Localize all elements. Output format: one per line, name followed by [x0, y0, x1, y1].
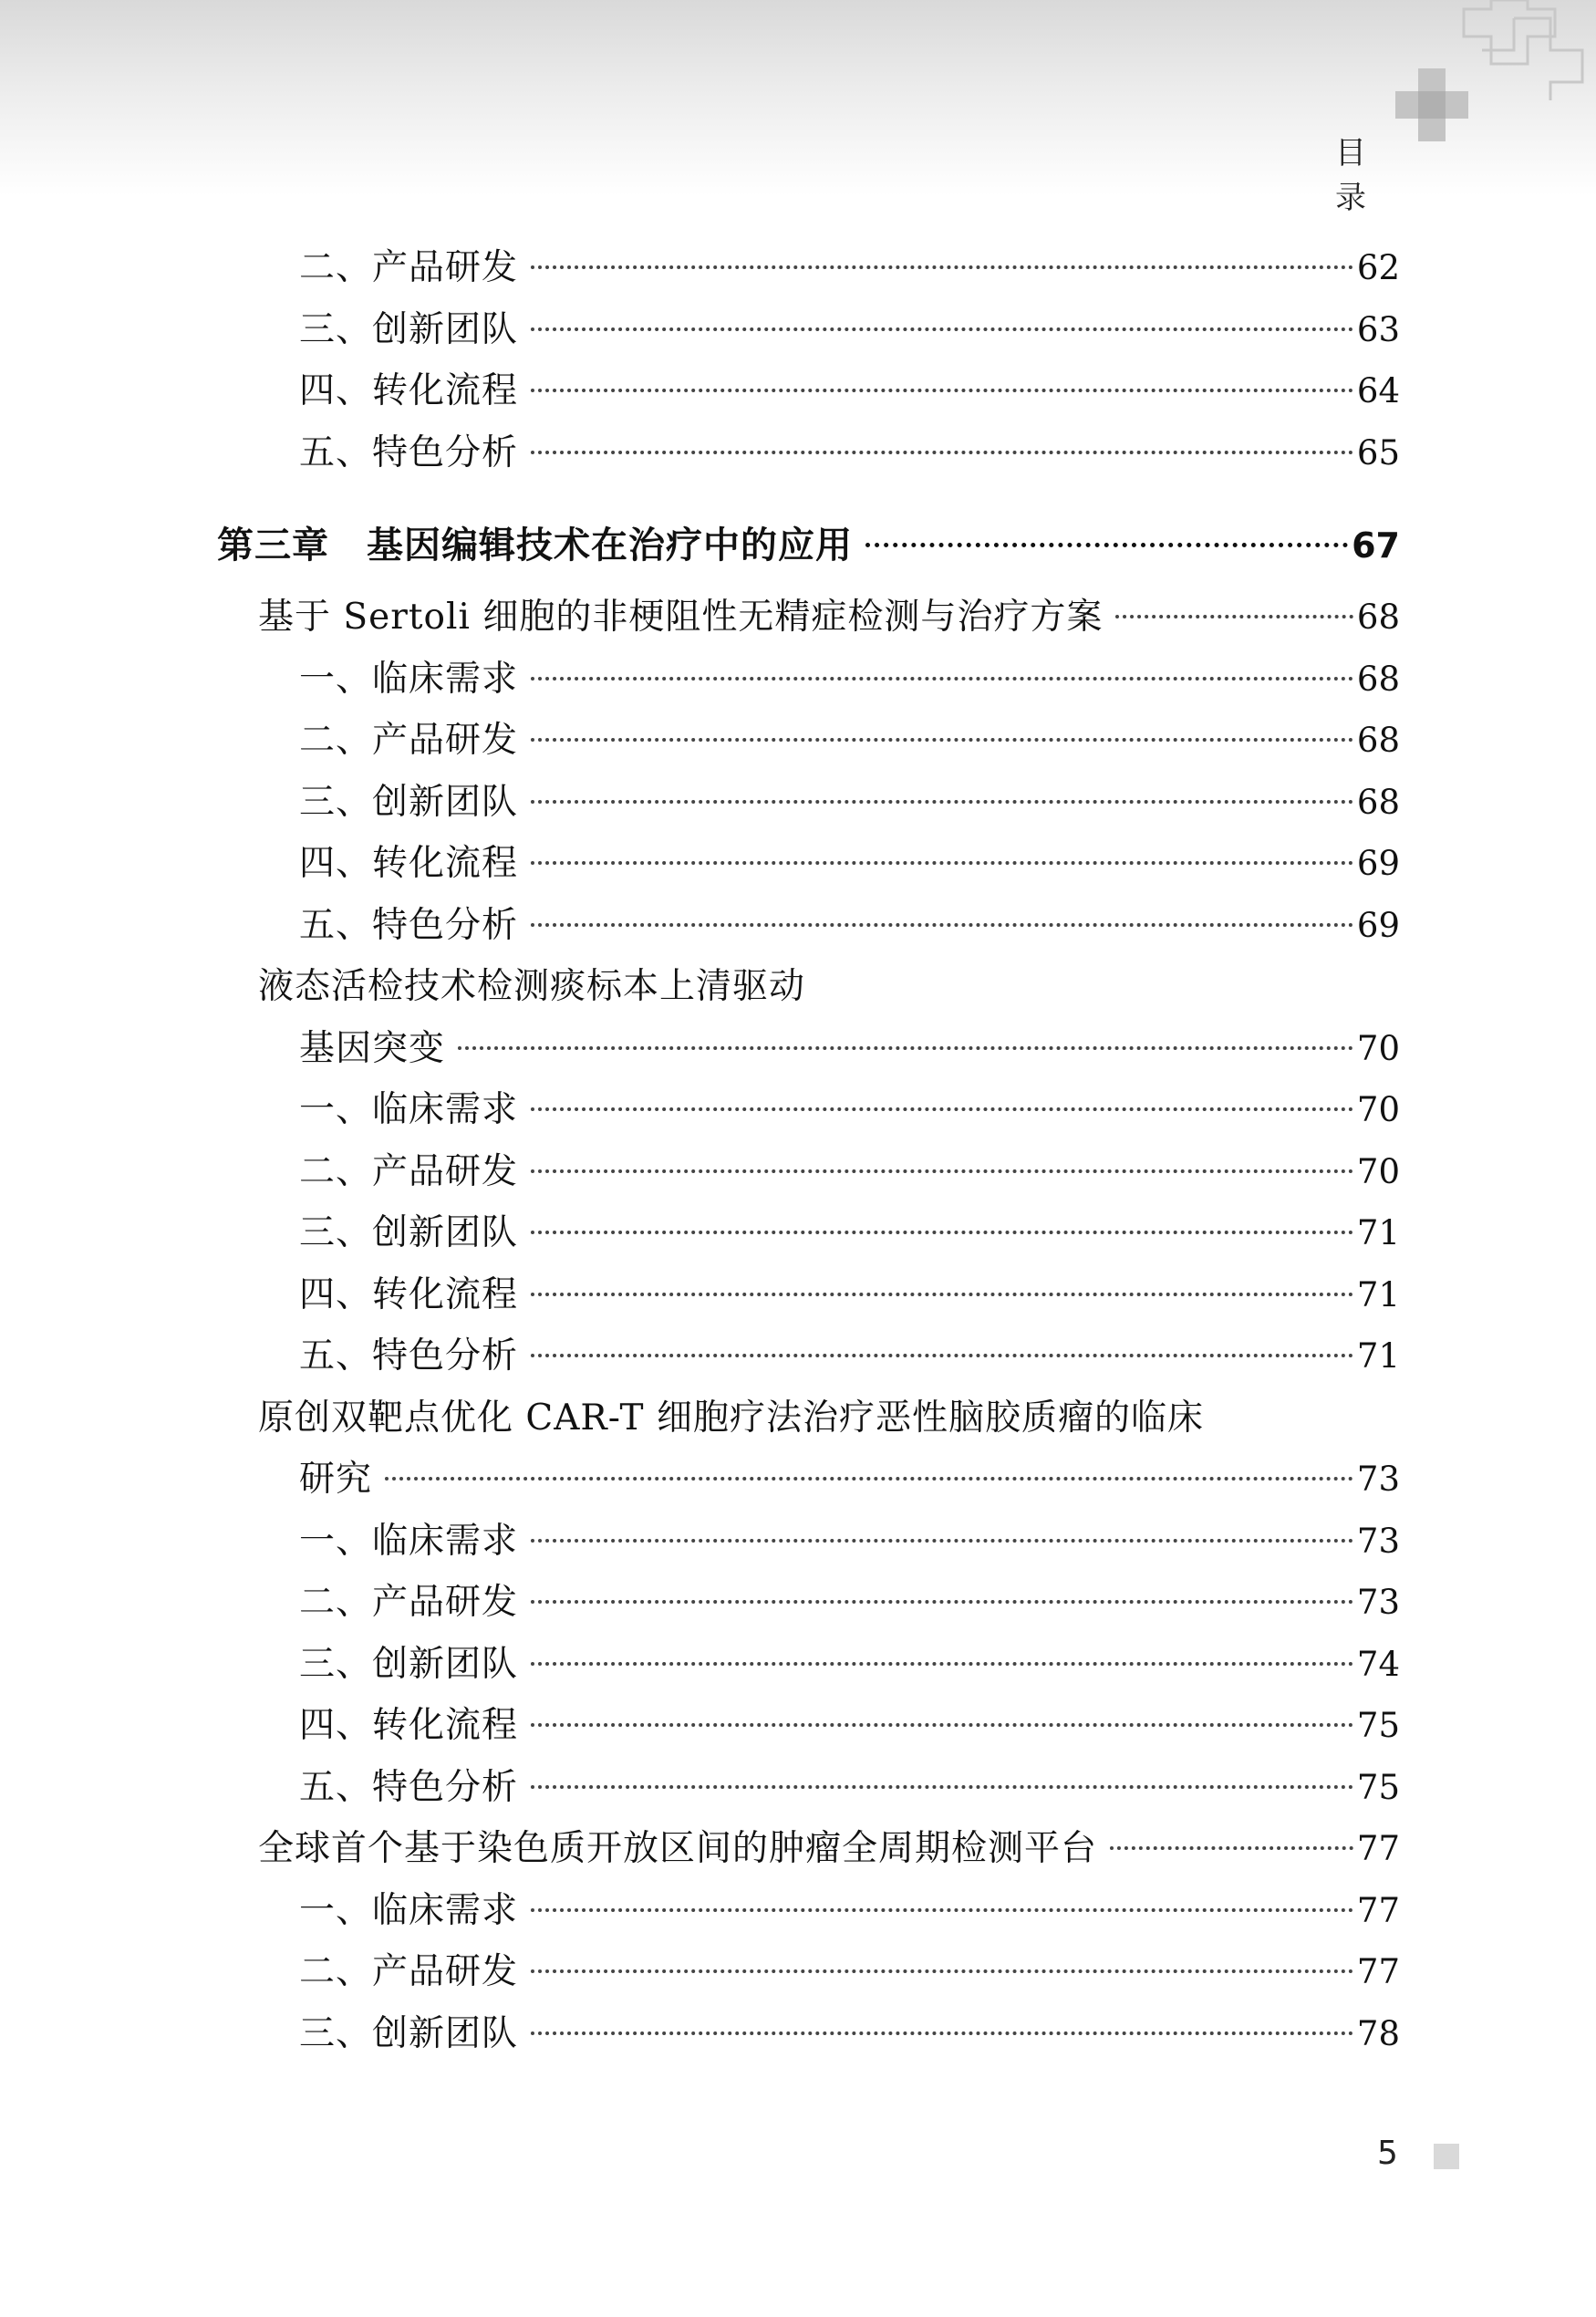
toc-chapter-page: 67: [1352, 525, 1400, 566]
toc-entry-page: 68: [1356, 660, 1400, 699]
toc-entry[interactable]: [299, 2005, 1400, 2060]
toc-entry-page: 75: [1356, 1706, 1400, 1745]
toc-section-label: 全球首个基于染色质开放区间的肿瘤全周期检测平台: [258, 1828, 1098, 1869]
toc-entry-page: 68: [1356, 783, 1400, 822]
dot-leader: [531, 1106, 1353, 1111]
toc-entry-label: 三、创新团队: [299, 782, 519, 823]
toc-section-title-line[interactable]: 原创双靶点优化 CAR-T 细胞疗法治疗恶性脑胶质瘤的临床: [258, 1397, 1204, 1439]
toc-entry-page: 70: [1356, 1152, 1400, 1191]
toc-entry[interactable]: [299, 1636, 1400, 1690]
toc-entry-label: 三、创新团队: [299, 1644, 519, 1685]
toc-entry-page: 62: [1356, 248, 1400, 287]
dot-leader: [531, 675, 1353, 681]
toc-section-page: 73: [1356, 1460, 1400, 1499]
dot-leader: [531, 326, 1353, 331]
toc-section-page: 77: [1356, 1829, 1400, 1868]
toc-entry-label: 二、产品研发: [299, 720, 519, 761]
toc-section-entry[interactable]: [299, 1450, 1400, 1505]
toc-section-page: 68: [1356, 597, 1400, 637]
toc-entry[interactable]: [299, 1143, 1400, 1198]
toc-entry[interactable]: [299, 835, 1400, 889]
toc-entry[interactable]: [299, 424, 1400, 479]
toc-entry-label: 三、创新团队: [299, 2013, 519, 2054]
dot-leader: [531, 387, 1353, 392]
toc-entry-label: 一、临床需求: [299, 1890, 519, 1931]
dot-leader: [531, 1598, 1353, 1604]
toc-entry-page: 73: [1356, 1583, 1400, 1622]
dot-leader: [531, 1907, 1353, 1912]
toc-entry-page: 71: [1356, 1275, 1400, 1314]
toc-entry[interactable]: [299, 1574, 1400, 1628]
dot-leader: [531, 1229, 1353, 1234]
toc-section-entry[interactable]: [258, 588, 1400, 643]
toc-entry-page: 68: [1356, 721, 1400, 760]
toc-entry[interactable]: [299, 650, 1400, 705]
toc-section-entry[interactable]: [299, 1020, 1400, 1075]
toc-section-entry[interactable]: [258, 1820, 1400, 1875]
dot-leader: [531, 859, 1353, 865]
toc-entry-page: 71: [1356, 1213, 1400, 1252]
toc-entry-label: 五、特色分析: [299, 905, 519, 946]
toc-entry[interactable]: [299, 1943, 1400, 1998]
toc-entry-page: 77: [1356, 1891, 1400, 1930]
dot-leader: [531, 449, 1353, 454]
toc-entry-label: 五、特色分析: [299, 1335, 519, 1377]
dot-leader: [1115, 613, 1353, 618]
toc-entry-label: 二、产品研发: [299, 1582, 519, 1623]
toc-entry-page: 69: [1356, 906, 1400, 945]
dot-leader: [531, 264, 1353, 269]
toc-entry[interactable]: [299, 1266, 1400, 1321]
toc-entry[interactable]: [299, 1512, 1400, 1567]
dot-leader: [531, 1168, 1353, 1173]
dot-leader: [531, 736, 1353, 742]
toc-entry-page: 63: [1356, 310, 1400, 349]
toc-entry-page: 75: [1356, 1768, 1400, 1807]
dot-leader: [531, 1291, 1353, 1296]
toc-entry[interactable]: [299, 1882, 1400, 1937]
toc-entry-label: 四、转化流程: [299, 1705, 519, 1746]
toc-section-label: 研究: [299, 1459, 373, 1500]
dot-leader: [531, 798, 1353, 804]
toc-entry-label: 五、特色分析: [299, 1767, 519, 1808]
dot-leader: [385, 1475, 1353, 1481]
toc-entry-label: 一、临床需求: [299, 1089, 519, 1130]
toc-entry-page: 70: [1356, 1090, 1400, 1129]
toc-entry-page: 71: [1356, 1336, 1400, 1376]
toc-entry[interactable]: [299, 774, 1400, 828]
toc-entry-label: 四、转化流程: [299, 1274, 519, 1315]
toc-entry-label: 二、产品研发: [299, 1151, 519, 1192]
dot-leader: [458, 1044, 1353, 1050]
toc-entry-page: 64: [1356, 371, 1400, 410]
dot-leader: [865, 541, 1348, 547]
toc-entry-label: 五、特色分析: [299, 432, 519, 473]
toc-chapter-entry[interactable]: [217, 516, 1400, 571]
toc-entry-label: 一、临床需求: [299, 1521, 519, 1562]
toc-entry-label: 四、转化流程: [299, 843, 519, 884]
toc-entry-label: 一、临床需求: [299, 659, 519, 700]
toc-entry[interactable]: [299, 301, 1400, 356]
dot-leader: [531, 1721, 1353, 1727]
toc-entry-label: 二、产品研发: [299, 1951, 519, 1992]
toc-entry-label: 二、产品研发: [299, 247, 519, 288]
toc-entry[interactable]: [299, 897, 1400, 951]
toc-entry-label: 四、转化流程: [299, 370, 519, 411]
dot-leader: [531, 921, 1353, 927]
page-header-title: 目 录: [1335, 135, 1386, 216]
toc-chapter-label: 第三章 基因编辑技术在治疗中的应用: [217, 525, 853, 566]
dot-leader: [531, 1660, 1353, 1666]
dot-leader: [531, 1968, 1353, 1973]
dot-leader: [531, 1352, 1353, 1357]
toc-entry-label: 三、创新团队: [299, 1212, 519, 1253]
dot-leader: [531, 1537, 1353, 1543]
toc-entry-page: 73: [1356, 1522, 1400, 1561]
toc-entry-page: 65: [1356, 433, 1400, 473]
toc-section-title-line[interactable]: 液态活检技术检测痰标本上清驱动: [258, 966, 806, 1007]
toc-section-label: 基于 Sertoli 细胞的非梗阻性无精症检测与治疗方案: [258, 597, 1104, 638]
toc-entry[interactable]: [299, 1081, 1400, 1136]
toc-entry[interactable]: [299, 1759, 1400, 1813]
dot-leader: [531, 2030, 1353, 2035]
toc-entry-page: 74: [1356, 1645, 1400, 1684]
toc-entry-page: 69: [1356, 844, 1400, 883]
toc-section-label: 基因突变: [299, 1028, 446, 1069]
toc-entry[interactable]: [299, 1204, 1400, 1259]
toc-entry[interactable]: [299, 239, 1400, 294]
dot-leader: [531, 1783, 1353, 1789]
toc-entry[interactable]: [299, 1327, 1400, 1382]
toc-entry-label: 三、创新团队: [299, 309, 519, 350]
toc-entry[interactable]: [299, 1697, 1400, 1751]
toc-entry[interactable]: [299, 712, 1400, 766]
toc-entry-page: 78: [1356, 2014, 1400, 2053]
toc-entry[interactable]: [299, 362, 1400, 417]
toc-entry-page: 77: [1356, 1952, 1400, 1991]
toc-section-page: 70: [1356, 1029, 1400, 1068]
page-number-square-decoration: [1434, 2144, 1459, 2169]
page-number: 5: [1377, 2135, 1398, 2172]
dot-leader: [1110, 1844, 1353, 1850]
